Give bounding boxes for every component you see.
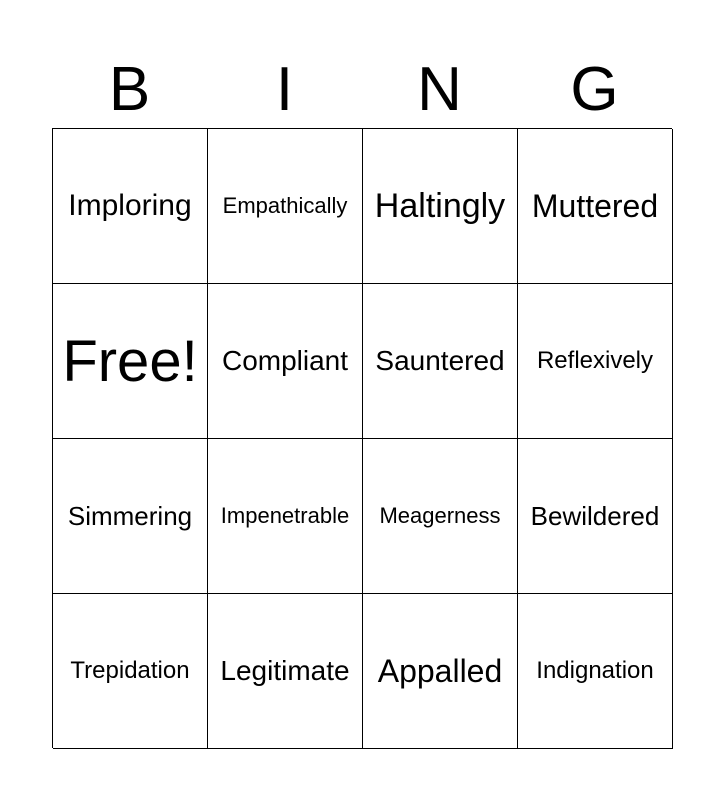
free-space-label: Free!: [62, 328, 198, 394]
bingo-cell[interactable]: [53, 129, 208, 284]
bingo-cell[interactable]: [363, 129, 518, 284]
cell-word: Bewildered: [530, 500, 660, 531]
bingo-header: [52, 52, 672, 128]
bingo-cell[interactable]: [53, 439, 208, 594]
bingo-cell[interactable]: [518, 594, 673, 749]
bingo-cell[interactable]: [363, 439, 518, 594]
cell-word: Compliant: [221, 345, 349, 376]
cell-word: Muttered: [531, 187, 659, 224]
cell-word: Imploring: [68, 189, 192, 222]
bingo-cell[interactable]: [208, 594, 363, 749]
cell-word: Indignation: [536, 657, 654, 684]
bingo-cell[interactable]: [208, 284, 363, 439]
free-space-cell[interactable]: [53, 284, 208, 439]
cell-word: Trepidation: [70, 657, 190, 684]
bingo-cell[interactable]: [518, 439, 673, 594]
cell-word: Sauntered: [375, 345, 505, 376]
bingo-grid: [52, 128, 672, 748]
bingo-cell[interactable]: [208, 439, 363, 594]
bingo-cell[interactable]: [363, 284, 518, 439]
cell-word: Simmering: [67, 500, 193, 531]
bingo-cell[interactable]: [518, 129, 673, 284]
cell-word: Haltingly: [374, 186, 506, 225]
cell-word: Meagerness: [379, 503, 501, 528]
cell-word: Appalled: [377, 652, 503, 689]
header-letter-g: G: [570, 55, 619, 124]
header-letter-b: B: [108, 55, 151, 124]
bingo-cell[interactable]: [208, 129, 363, 284]
cell-word: Legitimate: [220, 655, 350, 686]
cell-word: Impenetrable: [220, 503, 350, 528]
cell-word: Reflexively: [536, 347, 654, 374]
cell-word: Empathically: [222, 193, 348, 218]
bingo-cell[interactable]: [53, 594, 208, 749]
header-letter-i: I: [275, 55, 294, 124]
bingo-cell[interactable]: [363, 594, 518, 749]
bingo-cell[interactable]: [518, 284, 673, 439]
header-letter-n: N: [417, 55, 462, 124]
